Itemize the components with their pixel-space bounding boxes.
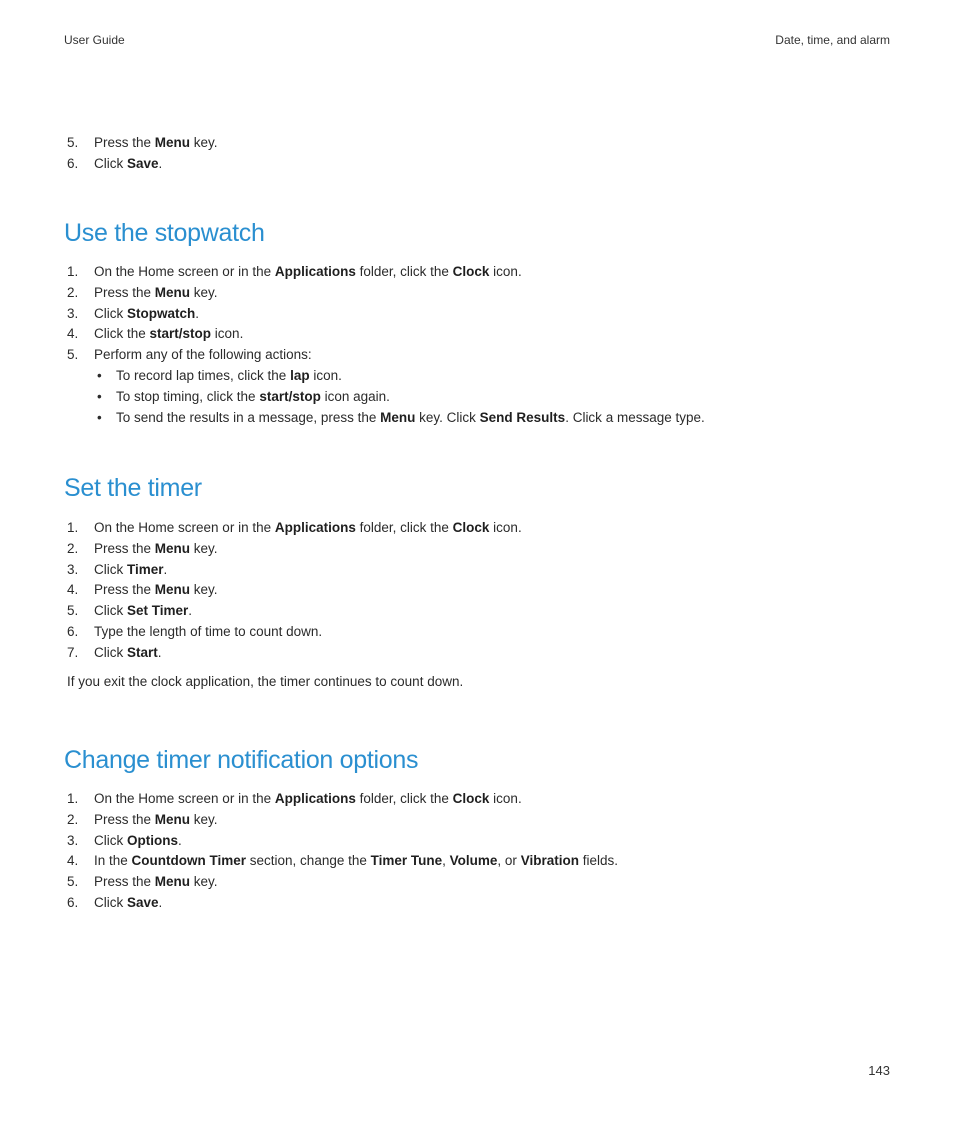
timer-note: If you exit the clock application, the timer continues to count down. (67, 674, 464, 689)
text-run: key. (190, 582, 218, 598)
stopwatch-action-list (64, 366, 894, 428)
step-number: 3. (67, 832, 79, 848)
step-item (64, 643, 894, 664)
ui-term: start/stop (149, 326, 212, 342)
step-number: 4. (67, 853, 79, 869)
ui-term: start/stop (259, 388, 321, 404)
step-number: 5. (67, 135, 79, 150)
text-run: folder, click the (355, 264, 453, 279)
page-number: 143 (868, 1063, 890, 1078)
ui-term: Applications (274, 791, 356, 806)
ui-term: Menu (154, 135, 191, 150)
header-doc-title: User Guide (64, 33, 125, 47)
step-item (64, 622, 894, 643)
text-run: . (195, 305, 200, 321)
text-run: Press the (94, 811, 155, 827)
bullet-icon: • (97, 388, 102, 404)
text-run: icon. (489, 264, 522, 279)
text-run: section, change the (246, 853, 371, 869)
step-item (64, 893, 894, 914)
text-run: icon. (489, 791, 522, 806)
text-run: Press the (94, 874, 155, 890)
text-run: . (188, 603, 193, 619)
step-item (64, 789, 894, 810)
ui-term: Clock (452, 791, 490, 806)
notification-step-list (64, 789, 894, 914)
text-run: key. (190, 135, 218, 150)
text-run: Type the length of time to count down. (94, 623, 323, 639)
ui-term: Clock (452, 520, 490, 535)
step-item (64, 872, 894, 893)
step-item (64, 601, 894, 622)
section-title-timer: Set the timer (64, 474, 202, 502)
step-item (64, 810, 894, 831)
step-number: 3. (67, 561, 79, 577)
ui-term: Timer Tune (370, 853, 443, 869)
bullet-item (64, 408, 894, 429)
timer-steps-block (64, 518, 894, 664)
step-item (64, 283, 894, 304)
step-number: 6. (67, 623, 79, 639)
stopwatch-steps-block (64, 262, 894, 428)
text-run: fields. (578, 853, 618, 869)
text-run: Click (94, 305, 127, 321)
text-run: Click (94, 561, 127, 577)
text-run: On the Home screen or in the (94, 791, 275, 806)
ui-term: Vibration (520, 853, 579, 869)
step-number: 1. (67, 520, 79, 535)
step-item (64, 518, 894, 539)
text-run: In the (94, 853, 132, 869)
text-run: Click (94, 832, 127, 848)
text-run: Click (94, 894, 127, 910)
section-title-stopwatch: Use the stopwatch (64, 219, 265, 247)
bullet-icon: • (97, 409, 102, 425)
step-item (64, 560, 894, 581)
intro-step-list (64, 133, 894, 175)
timer-step-list (64, 518, 894, 664)
step-number: 4. (67, 582, 79, 598)
header-chapter-title: Date, time, and alarm (775, 33, 890, 47)
text-run: . (157, 644, 162, 660)
text-run: Press the (94, 540, 155, 556)
text-run: Click (94, 644, 127, 660)
text-run: icon again. (320, 388, 390, 404)
step-number: 2. (67, 284, 79, 300)
text-run: folder, click the (355, 520, 453, 535)
section-title-notification-options: Change timer notification options (64, 746, 419, 774)
text-run: icon. (309, 367, 342, 383)
text-run: . (158, 155, 163, 171)
step-item (64, 831, 894, 852)
step-item (64, 580, 894, 601)
text-run: On the Home screen or in the (94, 264, 275, 279)
step-item (64, 539, 894, 560)
step-item (64, 133, 894, 154)
text-run: . Click a message type. (565, 409, 705, 425)
text-run: key. (190, 284, 218, 300)
ui-term: Options (127, 832, 178, 848)
bullet-item (64, 366, 894, 387)
text-run: key. Click (415, 409, 480, 425)
ui-term: Menu (154, 540, 191, 556)
text-run: icon. (489, 520, 522, 535)
ui-term: Menu (154, 874, 191, 890)
text-run: Click the (94, 326, 150, 342)
text-run: On the Home screen or in the (94, 520, 275, 535)
text-run: . (163, 561, 168, 577)
text-run: key. (190, 874, 218, 890)
step-number: 3. (67, 305, 79, 321)
ui-term: Applications (274, 520, 356, 535)
step-item (64, 851, 894, 872)
step-item (64, 345, 894, 366)
step-number: 5. (67, 347, 79, 363)
ui-term: Set Timer (127, 603, 189, 619)
step-number: 2. (67, 540, 79, 556)
ui-term: Countdown Timer (131, 853, 247, 869)
text-run: icon. (211, 326, 244, 342)
text-run: Perform any of the following actions: (94, 347, 312, 363)
text-run: Press the (94, 284, 155, 300)
ui-term: Start (127, 644, 158, 660)
stopwatch-step-list (64, 262, 894, 366)
text-run: , (442, 853, 450, 869)
text-run: To send the results in a message, press the (116, 409, 381, 425)
step-number: 1. (67, 791, 79, 806)
ui-term: Menu (154, 811, 191, 827)
text-run: key. (190, 811, 218, 827)
text-run: To record lap times, click the (116, 367, 291, 383)
step-item (64, 304, 894, 325)
text-run: key. (190, 540, 218, 556)
notification-steps-block (64, 789, 894, 914)
step-item (64, 324, 894, 345)
step-item (64, 154, 894, 175)
ui-term: Menu (154, 284, 191, 300)
step-number: 6. (67, 894, 79, 910)
ui-term: Save (127, 894, 159, 910)
text-run: To stop timing, click the (116, 388, 260, 404)
ui-term: Save (127, 155, 159, 171)
intro-steps-block (64, 133, 894, 175)
step-number: 5. (67, 603, 79, 619)
text-run: Press the (94, 135, 155, 150)
ui-term: Menu (154, 582, 191, 598)
text-run: . (178, 832, 182, 848)
step-number: 7. (67, 644, 79, 660)
text-run: , or (497, 853, 521, 869)
ui-term: Timer (127, 561, 164, 577)
text-run: folder, click the (355, 791, 453, 806)
step-number: 5. (67, 874, 79, 890)
ui-term: Clock (452, 264, 490, 279)
step-number: 6. (67, 155, 79, 171)
ui-term: Applications (274, 264, 356, 279)
text-run: Click (94, 603, 127, 619)
step-number: 1. (67, 264, 79, 279)
text-run: . (158, 894, 163, 910)
ui-term: Menu (380, 409, 416, 425)
ui-term: Stopwatch (127, 305, 196, 321)
text-run: Press the (94, 582, 155, 598)
text-run: Click (94, 155, 127, 171)
bullet-item (64, 387, 894, 408)
ui-term: Send Results (479, 409, 566, 425)
bullet-icon: • (97, 367, 102, 383)
step-item (64, 262, 894, 283)
ui-term: Volume (449, 853, 498, 869)
step-number: 4. (67, 326, 79, 342)
ui-term: lap (290, 367, 310, 383)
step-number: 2. (67, 811, 79, 827)
